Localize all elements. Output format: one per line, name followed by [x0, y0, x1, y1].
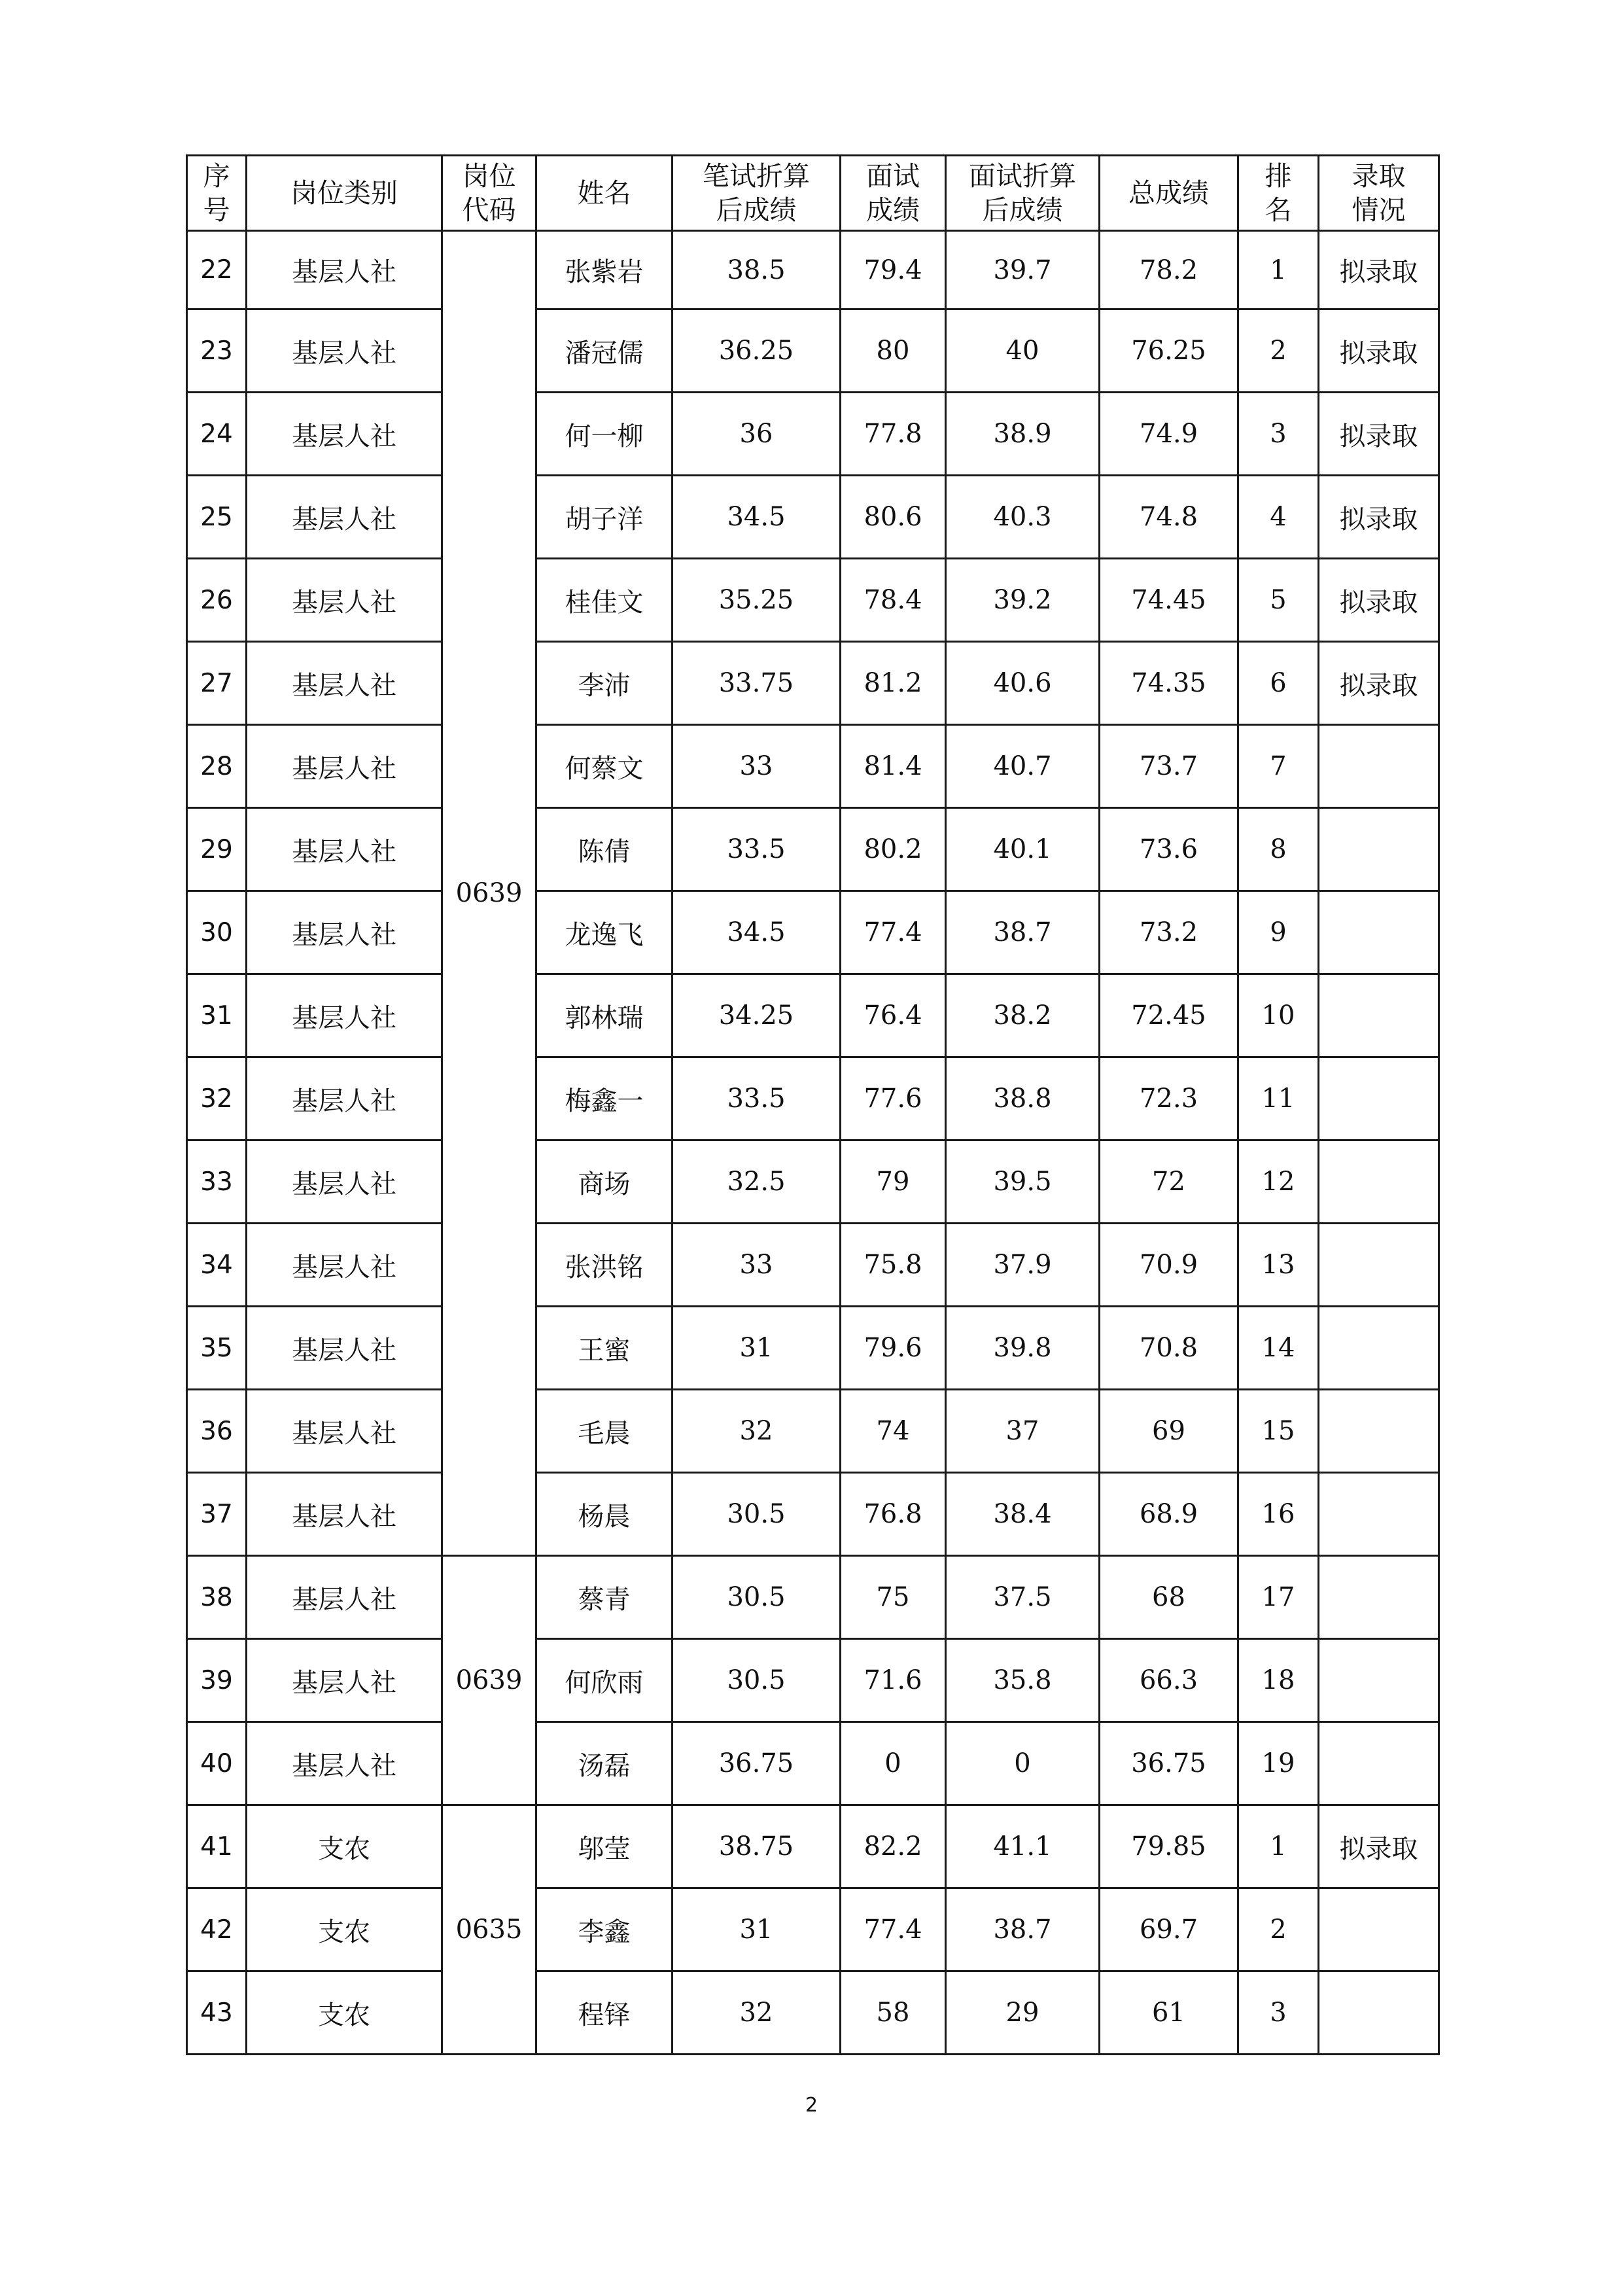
cell-total: 72.45 — [1100, 974, 1238, 1057]
cell-interview-converted: 39.8 — [946, 1307, 1100, 1390]
cell-name: 张洪铭 — [536, 1224, 672, 1307]
cell-seq: 23 — [187, 309, 247, 393]
cell-name: 邬莹 — [536, 1805, 672, 1888]
header-category — [247, 156, 442, 231]
cell-seq: 39 — [187, 1639, 247, 1722]
cell-seq: 28 — [187, 725, 247, 808]
header-rank-line2: 名 — [1265, 194, 1292, 226]
table-row — [187, 642, 1439, 725]
cell-total: 73.7 — [1100, 725, 1238, 808]
header-code — [442, 156, 536, 231]
cell-name: 蔡青 — [536, 1556, 672, 1639]
cell-interview-converted: 40.6 — [946, 642, 1100, 725]
cell-interview: 78.4 — [841, 559, 946, 642]
cell-written: 34.5 — [672, 891, 841, 974]
cell-status: 拟录取 — [1319, 1805, 1439, 1888]
header-code-line1: 岗位 — [462, 160, 516, 192]
cell-seq: 29 — [187, 808, 247, 891]
cell-interview-converted: 0 — [946, 1722, 1100, 1805]
cell-interview: 77.4 — [841, 891, 946, 974]
table-row — [187, 559, 1439, 642]
cell-name: 商场 — [536, 1140, 672, 1224]
table-row — [187, 1307, 1439, 1390]
cell-status — [1319, 725, 1439, 808]
cell-status — [1319, 1556, 1439, 1639]
header-row — [187, 156, 1439, 231]
cell-seq: 30 — [187, 891, 247, 974]
cell-total: 78.2 — [1100, 231, 1238, 309]
table-row — [187, 725, 1439, 808]
cell-interview-converted: 40 — [946, 309, 1100, 393]
cell-written: 30.5 — [672, 1473, 841, 1556]
cell-category: 基层人社 — [247, 1057, 442, 1140]
cell-category: 基层人社 — [247, 642, 442, 725]
cell-seq: 25 — [187, 476, 247, 559]
cell-rank: 13 — [1238, 1224, 1319, 1307]
cell-seq: 24 — [187, 393, 247, 476]
cell-written: 36 — [672, 393, 841, 476]
cell-code: 0635 — [442, 1805, 536, 2055]
cell-total: 69 — [1100, 1390, 1238, 1473]
cell-name: 何一柳 — [536, 393, 672, 476]
cell-interview-converted: 40.1 — [946, 808, 1100, 891]
cell-interview: 77.8 — [841, 393, 946, 476]
cell-category: 基层人社 — [247, 974, 442, 1057]
cell-status: 拟录取 — [1319, 642, 1439, 725]
cell-category: 基层人社 — [247, 1224, 442, 1307]
cell-interview: 80 — [841, 309, 946, 393]
score-table — [186, 154, 1440, 2055]
table-row — [187, 891, 1439, 974]
cell-interview-converted: 37.5 — [946, 1556, 1100, 1639]
cell-written: 32 — [672, 1390, 841, 1473]
header-rank — [1238, 156, 1319, 231]
cell-interview-converted: 38.9 — [946, 393, 1100, 476]
cell-total: 73.2 — [1100, 891, 1238, 974]
header-written-line2: 后成绩 — [716, 194, 797, 226]
cell-category: 基层人社 — [247, 891, 442, 974]
cell-category: 基层人社 — [247, 393, 442, 476]
cell-name: 何蔡文 — [536, 725, 672, 808]
cell-written: 36.25 — [672, 309, 841, 393]
header-interview — [841, 156, 946, 231]
cell-status — [1319, 1722, 1439, 1805]
cell-interview-converted: 29 — [946, 1971, 1100, 2055]
cell-interview-converted: 35.8 — [946, 1639, 1100, 1722]
cell-category: 基层人社 — [247, 1140, 442, 1224]
cell-rank: 6 — [1238, 642, 1319, 725]
cell-seq: 38 — [187, 1556, 247, 1639]
cell-interview-converted: 39.7 — [946, 231, 1100, 309]
cell-interview-converted: 40.7 — [946, 725, 1100, 808]
cell-written: 31 — [672, 1307, 841, 1390]
header-seq-line1: 序 — [203, 160, 230, 192]
header-status-line1: 录取 — [1352, 160, 1406, 192]
cell-name: 何欣雨 — [536, 1639, 672, 1722]
cell-category: 基层人社 — [247, 1722, 442, 1805]
header-status-line2: 情况 — [1352, 194, 1406, 226]
header-name-line1: 姓名 — [577, 177, 631, 209]
cell-total: 68.9 — [1100, 1473, 1238, 1556]
cell-interview: 79.4 — [841, 231, 946, 309]
cell-total: 70.9 — [1100, 1224, 1238, 1307]
table-row — [187, 1722, 1439, 1805]
header-written-line1: 笔试折算 — [703, 160, 810, 192]
cell-rank: 8 — [1238, 808, 1319, 891]
cell-name: 王蜜 — [536, 1307, 672, 1390]
cell-category: 基层人社 — [247, 559, 442, 642]
cell-total: 74.9 — [1100, 393, 1238, 476]
header-interview-converted-line1: 面试折算 — [969, 160, 1076, 192]
cell-total: 76.25 — [1100, 309, 1238, 393]
cell-code: 0639 — [442, 231, 536, 1556]
cell-interview: 71.6 — [841, 1639, 946, 1722]
cell-rank: 5 — [1238, 559, 1319, 642]
cell-seq: 33 — [187, 1140, 247, 1224]
cell-status — [1319, 1390, 1439, 1473]
cell-rank: 12 — [1238, 1140, 1319, 1224]
cell-name: 梅鑫一 — [536, 1057, 672, 1140]
table-row — [187, 1473, 1439, 1556]
cell-interview: 80.2 — [841, 808, 946, 891]
cell-category: 支农 — [247, 1971, 442, 2055]
cell-interview: 76.4 — [841, 974, 946, 1057]
cell-written: 34.5 — [672, 476, 841, 559]
page-number: 2 — [805, 2094, 818, 2117]
cell-written: 32 — [672, 1971, 841, 2055]
cell-interview: 79 — [841, 1140, 946, 1224]
header-interview-converted-line2: 后成绩 — [982, 194, 1063, 226]
cell-interview: 82.2 — [841, 1805, 946, 1888]
cell-seq: 42 — [187, 1888, 247, 1971]
cell-total: 36.75 — [1100, 1722, 1238, 1805]
cell-interview: 80.6 — [841, 476, 946, 559]
cell-total: 68 — [1100, 1556, 1238, 1639]
cell-name: 陈倩 — [536, 808, 672, 891]
header-rank-line1: 排 — [1265, 160, 1292, 192]
cell-seq: 36 — [187, 1390, 247, 1473]
cell-rank: 1 — [1238, 1805, 1319, 1888]
cell-rank: 10 — [1238, 974, 1319, 1057]
table-row — [187, 1805, 1439, 1888]
header-interview-line1: 面试 — [866, 160, 920, 192]
header-seq-line2: 号 — [203, 194, 230, 226]
cell-interview: 75 — [841, 1556, 946, 1639]
cell-interview-converted: 38.7 — [946, 1888, 1100, 1971]
cell-name: 毛晨 — [536, 1390, 672, 1473]
header-total — [1100, 156, 1238, 231]
cell-status — [1319, 1473, 1439, 1556]
cell-rank: 7 — [1238, 725, 1319, 808]
cell-category: 基层人社 — [247, 1639, 442, 1722]
cell-name: 龙逸飞 — [536, 891, 672, 974]
cell-code: 0639 — [442, 1556, 536, 1805]
cell-interview-converted: 39.2 — [946, 559, 1100, 642]
header-category-line1: 岗位类别 — [290, 177, 398, 209]
cell-written: 32.5 — [672, 1140, 841, 1224]
table-row — [187, 231, 1439, 309]
header-interview-line2: 成绩 — [866, 194, 920, 226]
cell-total: 61 — [1100, 1971, 1238, 2055]
cell-written: 33.5 — [672, 1057, 841, 1140]
cell-interview-converted: 38.2 — [946, 974, 1100, 1057]
table-row — [187, 1390, 1439, 1473]
cell-category: 支农 — [247, 1888, 442, 1971]
cell-written: 33.75 — [672, 642, 841, 725]
cell-category: 支农 — [247, 1805, 442, 1888]
cell-status: 拟录取 — [1319, 559, 1439, 642]
cell-total: 72.3 — [1100, 1057, 1238, 1140]
cell-interview: 81.4 — [841, 725, 946, 808]
cell-total: 79.85 — [1100, 1805, 1238, 1888]
cell-interview-converted: 37 — [946, 1390, 1100, 1473]
cell-name: 郭林瑞 — [536, 974, 672, 1057]
table-row — [187, 1057, 1439, 1140]
cell-name: 张紫岩 — [536, 231, 672, 309]
cell-category: 基层人社 — [247, 1556, 442, 1639]
cell-category: 基层人社 — [247, 309, 442, 393]
cell-interview: 74 — [841, 1390, 946, 1473]
cell-written: 34.25 — [672, 974, 841, 1057]
cell-status — [1319, 1224, 1439, 1307]
cell-rank: 16 — [1238, 1473, 1319, 1556]
cell-interview-converted: 38.8 — [946, 1057, 1100, 1140]
cell-category: 基层人社 — [247, 1473, 442, 1556]
cell-status — [1319, 808, 1439, 891]
table-row — [187, 1888, 1439, 1971]
cell-status: 拟录取 — [1319, 393, 1439, 476]
cell-name: 程铎 — [536, 1971, 672, 2055]
cell-seq: 41 — [187, 1805, 247, 1888]
cell-interview: 77.6 — [841, 1057, 946, 1140]
cell-status — [1319, 1971, 1439, 2055]
cell-rank: 3 — [1238, 1971, 1319, 2055]
cell-interview: 0 — [841, 1722, 946, 1805]
cell-name: 杨晨 — [536, 1473, 672, 1556]
header-written — [672, 156, 841, 231]
header-status — [1319, 156, 1439, 231]
cell-seq: 43 — [187, 1971, 247, 2055]
cell-total: 72 — [1100, 1140, 1238, 1224]
cell-category: 基层人社 — [247, 1390, 442, 1473]
cell-name: 桂佳文 — [536, 559, 672, 642]
cell-seq: 34 — [187, 1224, 247, 1307]
cell-total: 66.3 — [1100, 1639, 1238, 1722]
cell-seq: 22 — [187, 231, 247, 309]
header-name — [536, 156, 672, 231]
cell-status — [1319, 974, 1439, 1057]
cell-interview: 81.2 — [841, 642, 946, 725]
table-row — [187, 476, 1439, 559]
cell-name: 李鑫 — [536, 1888, 672, 1971]
table-row — [187, 1639, 1439, 1722]
cell-interview: 79.6 — [841, 1307, 946, 1390]
cell-seq: 27 — [187, 642, 247, 725]
cell-written: 31 — [672, 1888, 841, 1971]
cell-rank: 9 — [1238, 891, 1319, 974]
cell-seq: 31 — [187, 974, 247, 1057]
table-row — [187, 974, 1439, 1057]
cell-status — [1319, 1888, 1439, 1971]
cell-total: 73.6 — [1100, 808, 1238, 891]
cell-interview: 58 — [841, 1971, 946, 2055]
header-code-line2: 代码 — [462, 194, 516, 226]
cell-rank: 19 — [1238, 1722, 1319, 1805]
cell-total: 74.35 — [1100, 642, 1238, 725]
cell-total: 69.7 — [1100, 1888, 1238, 1971]
cell-written: 33.5 — [672, 808, 841, 891]
cell-name: 胡子洋 — [536, 476, 672, 559]
cell-written: 30.5 — [672, 1556, 841, 1639]
cell-category: 基层人社 — [247, 476, 442, 559]
header-interview-converted — [946, 156, 1100, 231]
cell-total: 74.8 — [1100, 476, 1238, 559]
cell-rank: 1 — [1238, 231, 1319, 309]
cell-status — [1319, 1639, 1439, 1722]
cell-seq: 37 — [187, 1473, 247, 1556]
cell-status: 拟录取 — [1319, 231, 1439, 309]
cell-written: 33 — [672, 1224, 841, 1307]
cell-interview: 75.8 — [841, 1224, 946, 1307]
header-total-line1: 总成绩 — [1128, 177, 1209, 209]
cell-interview-converted: 39.5 — [946, 1140, 1100, 1224]
cell-written: 38.75 — [672, 1805, 841, 1888]
cell-interview-converted: 38.7 — [946, 891, 1100, 974]
cell-rank: 15 — [1238, 1390, 1319, 1473]
table-row — [187, 309, 1439, 393]
cell-written: 35.25 — [672, 559, 841, 642]
table-row — [187, 1140, 1439, 1224]
cell-category: 基层人社 — [247, 808, 442, 891]
cell-seq: 35 — [187, 1307, 247, 1390]
cell-interview: 76.8 — [841, 1473, 946, 1556]
table-body — [187, 231, 1439, 2055]
cell-name: 汤磊 — [536, 1722, 672, 1805]
cell-seq: 26 — [187, 559, 247, 642]
cell-category: 基层人社 — [247, 1307, 442, 1390]
cell-interview-converted: 38.4 — [946, 1473, 1100, 1556]
cell-total: 74.45 — [1100, 559, 1238, 642]
cell-status — [1319, 1057, 1439, 1140]
cell-total: 70.8 — [1100, 1307, 1238, 1390]
cell-interview: 77.4 — [841, 1888, 946, 1971]
cell-interview-converted: 37.9 — [946, 1224, 1100, 1307]
cell-written: 38.5 — [672, 231, 841, 309]
cell-seq: 32 — [187, 1057, 247, 1140]
cell-status: 拟录取 — [1319, 476, 1439, 559]
cell-seq: 40 — [187, 1722, 247, 1805]
cell-category: 基层人社 — [247, 725, 442, 808]
cell-rank: 2 — [1238, 1888, 1319, 1971]
cell-interview-converted: 40.3 — [946, 476, 1100, 559]
table-row — [187, 1971, 1439, 2055]
cell-name: 潘冠儒 — [536, 309, 672, 393]
cell-written: 36.75 — [672, 1722, 841, 1805]
cell-rank: 11 — [1238, 1057, 1319, 1140]
header-seq — [187, 156, 247, 231]
cell-status — [1319, 1140, 1439, 1224]
cell-written: 30.5 — [672, 1639, 841, 1722]
table-row — [187, 1556, 1439, 1639]
cell-rank: 17 — [1238, 1556, 1319, 1639]
cell-interview-converted: 41.1 — [946, 1805, 1100, 1888]
cell-rank: 18 — [1238, 1639, 1319, 1722]
cell-name: 李沛 — [536, 642, 672, 725]
cell-rank: 4 — [1238, 476, 1319, 559]
cell-status — [1319, 891, 1439, 974]
cell-written: 33 — [672, 725, 841, 808]
cell-status — [1319, 1307, 1439, 1390]
table-row — [187, 808, 1439, 891]
cell-category: 基层人社 — [247, 231, 442, 309]
cell-status: 拟录取 — [1319, 309, 1439, 393]
cell-rank: 3 — [1238, 393, 1319, 476]
cell-rank: 14 — [1238, 1307, 1319, 1390]
table-row — [187, 393, 1439, 476]
table-row — [187, 1224, 1439, 1307]
cell-rank: 2 — [1238, 309, 1319, 393]
